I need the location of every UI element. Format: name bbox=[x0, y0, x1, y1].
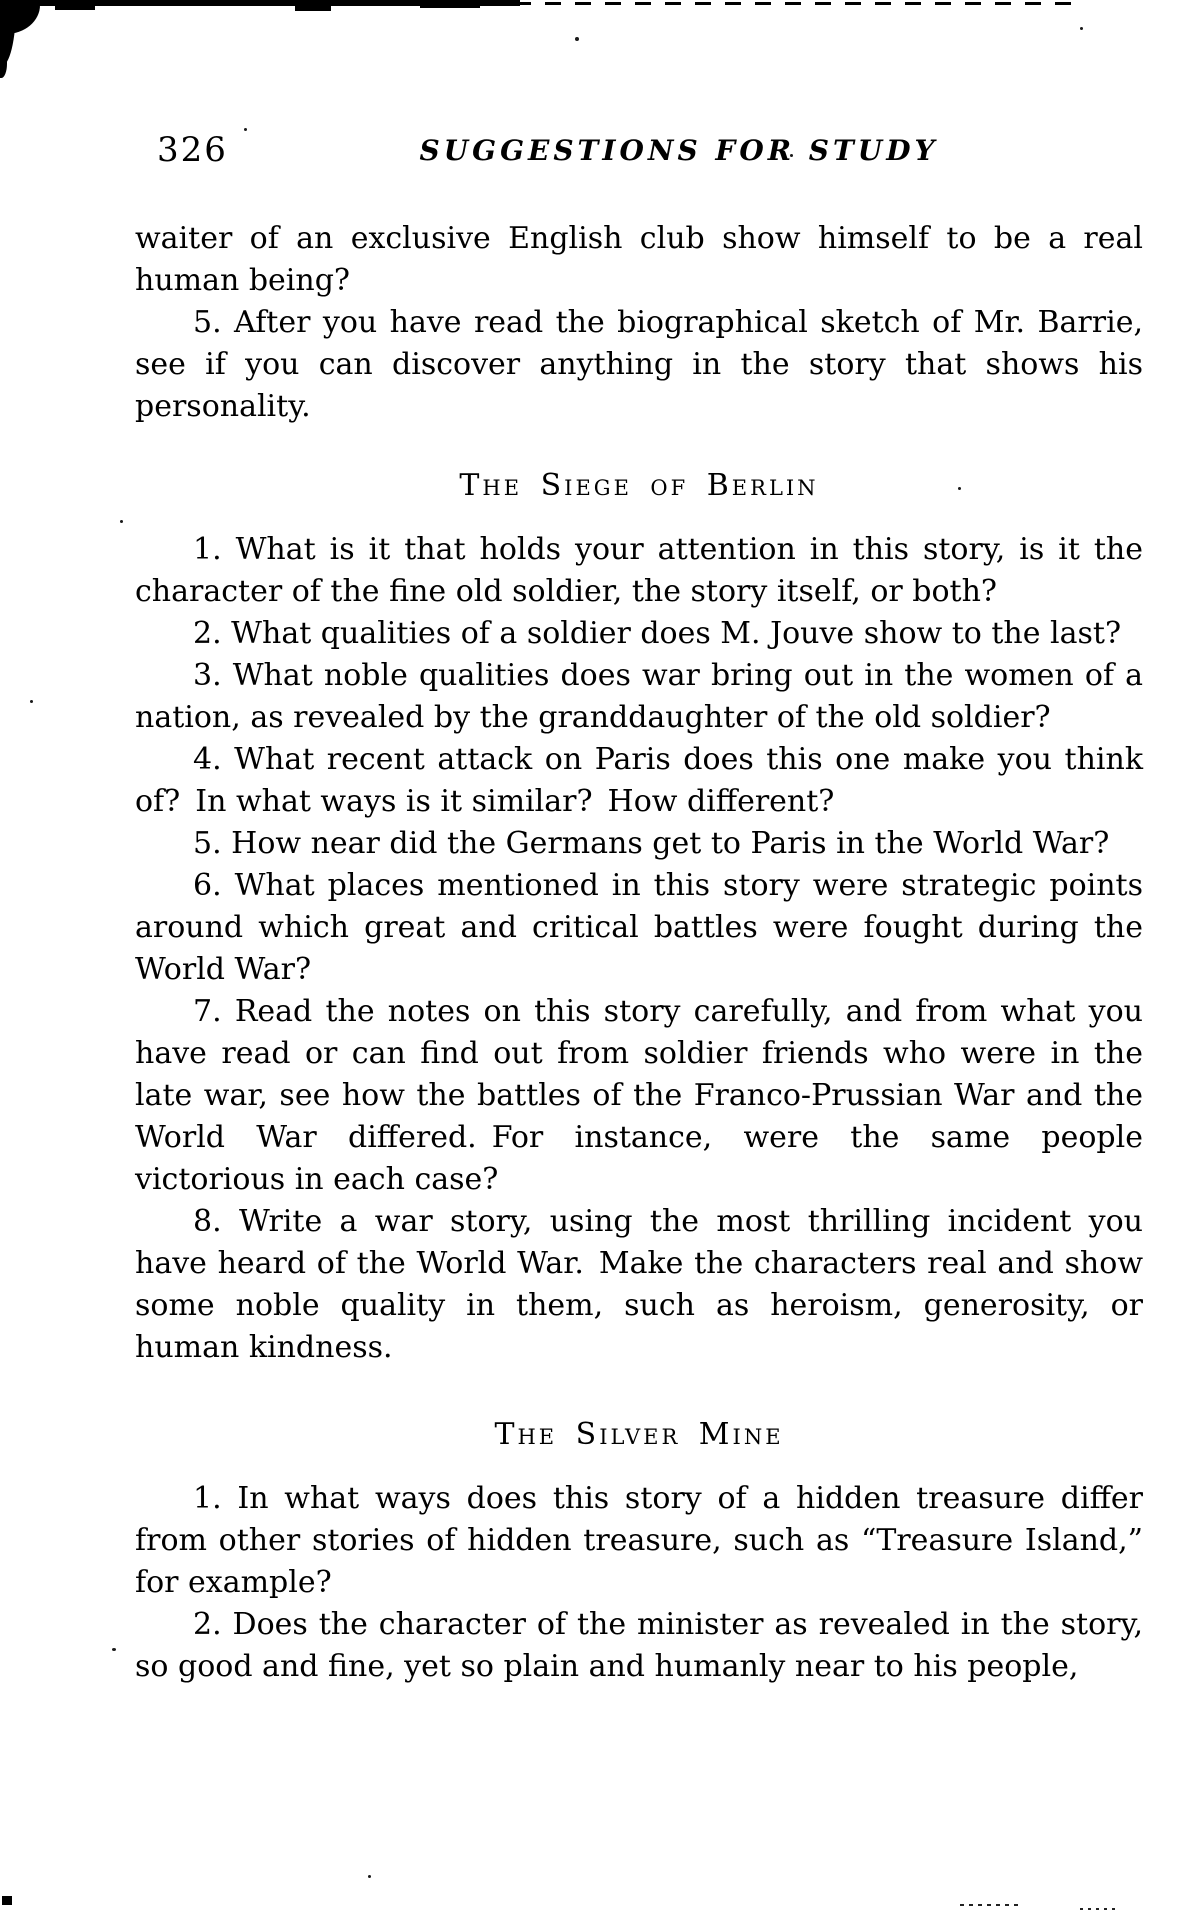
page-header bbox=[135, 128, 1143, 174]
scan-speck bbox=[1080, 27, 1083, 30]
section-title-siege-of-berlin: The Siege of Berlin bbox=[459, 468, 819, 503]
scan-speck bbox=[575, 37, 579, 41]
page-number: 326 bbox=[157, 130, 228, 170]
running-head: SUGGESTIONS FOR STUDY bbox=[419, 134, 939, 167]
question: 6. What places mentioned in this story were strategic points around which great and critical battles were fought during the World War? bbox=[135, 868, 1143, 987]
question: 1. In what ways does this story of a hidden treasure differ from other stories of hidden treasure, such as “Treasure Island,” for example? bbox=[135, 1481, 1143, 1600]
text-block bbox=[135, 128, 1143, 1688]
scan-artifact-bottom-mark bbox=[2, 1896, 12, 1905]
question: 3. What noble qualities does war bring out in the women of a nation, as revealed by the granddaughter of the old soldier? bbox=[135, 658, 1143, 735]
scan-speck bbox=[368, 1875, 371, 1878]
scan-artifact-jag bbox=[295, 5, 331, 11]
scan-artifact-bottom-dots bbox=[1080, 1908, 1120, 1910]
section-title-silver-mine: The Silver Mine bbox=[494, 1417, 784, 1452]
scan-artifact-jag bbox=[55, 5, 95, 10]
body-text bbox=[135, 218, 1143, 1688]
question: 2. Does the character of the minister as revealed in the story, so good and fine, yet so plain and humanly near to his people, bbox=[135, 1607, 1143, 1684]
question: 8. Write a war story, using the most thrilling incident you have heard of the World War. Make the characters real and show some noble quality in them, such as heroism, generosity, or human kindness. bbox=[135, 1204, 1143, 1365]
question: 7. Read the notes on this story carefully, and from what you have read or can find out from soldier friends who were in the late war, see how the battles of the Franco-Prussian War and the World War differed. For instance, were the same people victorious in each case? bbox=[135, 994, 1143, 1197]
scan-speck bbox=[120, 520, 123, 523]
question: 5. How near did the Germans get to Paris in the World War? bbox=[193, 826, 1110, 861]
question: 4. What recent attack on Paris does this one make you think of? In what ways is it similar? How different? bbox=[135, 742, 1143, 819]
question: 2. What qualities of a soldier does M. Jouve show to the last? bbox=[193, 616, 1122, 651]
scan-artifact-jag bbox=[420, 4, 480, 8]
question: 5. After you have read the biographical sketch of Mr. Barrie, see if you can discover anything in the story that shows his personality. bbox=[135, 305, 1143, 424]
scan-artifact-top-dashes bbox=[515, 2, 1085, 5]
scan-speck bbox=[112, 1648, 116, 1651]
scan-artifact-corner-blob bbox=[0, 60, 7, 78]
scan-artifact-corner-blob bbox=[0, 0, 16, 66]
scan-speck bbox=[30, 700, 33, 703]
scan-artifact-bottom-dots bbox=[960, 1904, 1020, 1906]
question: 1. What is it that holds your attention in this story, is it the character of the fine old soldier, the story itself, or both? bbox=[135, 532, 1143, 609]
paragraph-continuation: waiter of an exclusive English club show himself to be a real human being? bbox=[135, 221, 1143, 298]
